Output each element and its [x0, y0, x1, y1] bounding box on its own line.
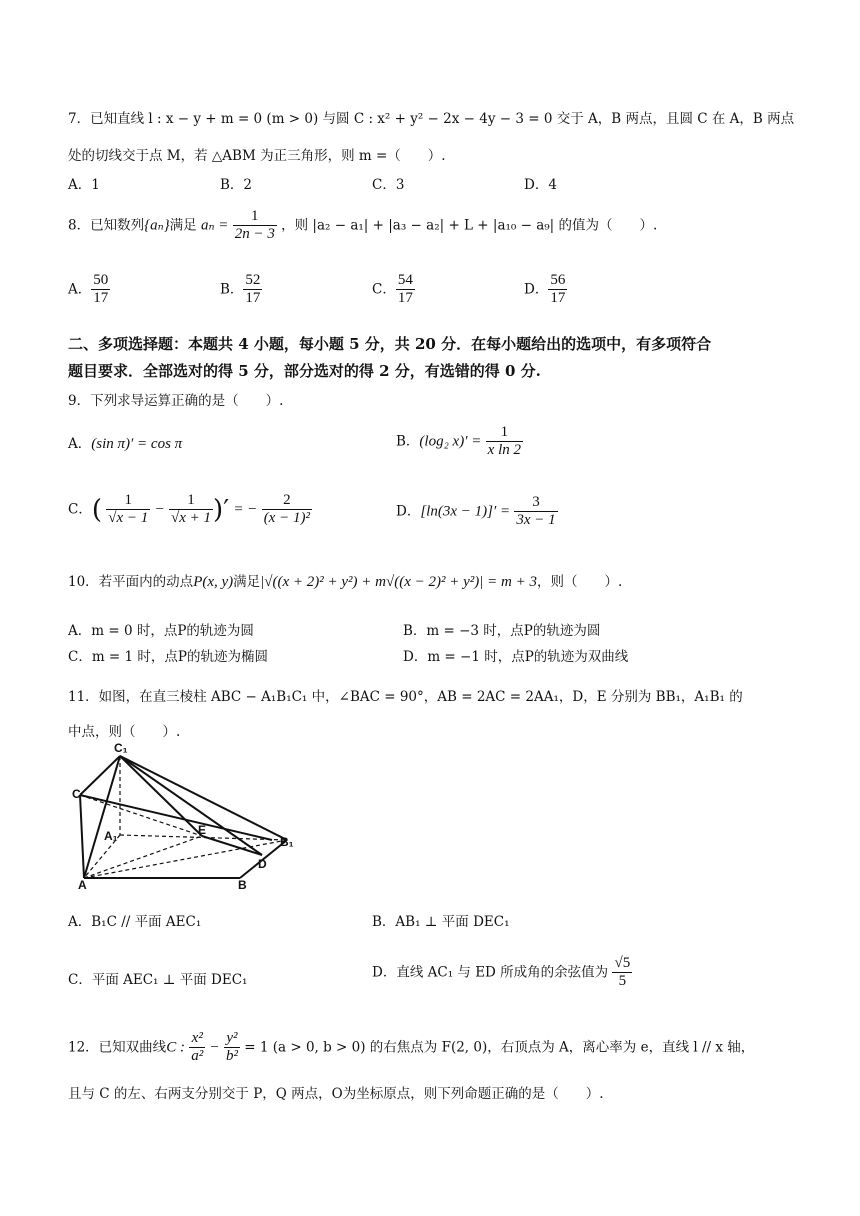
q11-option-b: B．AB₁ ⊥ 平面 DEC₁ — [372, 914, 510, 930]
q8-fraction: $\frac{1}{2n - 3}$ — [234, 208, 275, 243]
q10-stem: 10．若平面内的动点P(x, y)满足|√((x + 2)² + y²) + m√((x − 2)² + y²)| = m + 3，则（ ）. — [68, 574, 623, 590]
q9-option-c: C．( $\frac{1}{√x - 1}$ − $\frac{1}{√x + 1}$ )′ = − $\frac{2}{\text{(x − 1)²}}$ — [68, 492, 310, 527]
section2-heading-line1: 二、多项选择题：本题共 4 小题，每小题 5 分，共 20 分．在每小题给出的选项中，有多项符合 — [68, 335, 712, 353]
edge-ab1 — [84, 840, 287, 878]
prism-figure — [72, 740, 312, 890]
label-e: E — [198, 823, 207, 837]
label-a1: A₁ — [104, 829, 118, 843]
q7-option-c: C．3 — [372, 177, 405, 193]
label-b: B — [238, 878, 247, 890]
q9-stem: 9．下列求导运算正确的是（ ）. — [68, 393, 284, 409]
label-b1: B₁ — [280, 835, 294, 849]
q7-option-d: D．4 — [524, 177, 557, 193]
q11-line1: 11．如图，在直三棱柱 ABC − A₁B₁C₁ 中，∠BAC = 90°，AB = 2AC = 2AA₁，D，E 分别为 BB₁，A₁B₁ 的 — [68, 689, 743, 705]
q8-option-c: C． $\frac{54}{17}$ — [372, 272, 413, 307]
label-c1: C₁ — [114, 741, 128, 755]
q7-option-a: A．1 — [68, 177, 100, 193]
q12-line2: 且与 C 的左、右两支分别交于 P，Q 两点，O为坐标原点，则下列命题正确的是（ ）. — [68, 1086, 604, 1102]
q8-option-d: D． $\frac{56}{17}$ — [524, 272, 566, 307]
q10-option-a: A．m = 0 时，点P的轨迹为圆 — [68, 623, 254, 639]
q10-option-c: C．m = 1 时，点P的轨迹为椭圆 — [68, 649, 268, 665]
label-c: C — [72, 787, 81, 801]
q12-line1: 12．已知双曲线C : $\frac{\text{x²}}{\text{a²}}$ − $\frac{\text{y²}}{\text{b²}}$ = 1 (a > 0, b > 0) 的右焦点为 F(2, 0)，右顶点为 A，离心率为 e，直线 l // x 轴， — [68, 1030, 755, 1065]
q9-option-b: B．(log₂ x)′ = $\frac{1}{\text{x ln 2}}$ — [396, 424, 521, 459]
q8-option-b: B． $\frac{52}{17}$ — [220, 272, 261, 307]
q11-option-c: C．平面 AEC₁ ⊥ 平面 DEC₁ — [68, 972, 248, 988]
q9-option-d: D．[ln(3x − 1)]′ = $\frac{3}{3x - 1}$ — [396, 494, 556, 529]
edge-c1e — [120, 756, 202, 836]
q10-option-d: D．m = −1 时，点P的轨迹为双曲线 — [403, 649, 629, 665]
edge-ca — [80, 795, 84, 878]
q9-option-a: A．(sin π)′ = cos π — [68, 436, 183, 452]
q11-line2: 中点，则（ ）. — [68, 724, 181, 740]
label-d: D — [258, 857, 267, 871]
label-a: A — [78, 878, 87, 890]
q7-option-b: B．2 — [220, 177, 253, 193]
q8-option-a: A． $\frac{50}{17}$ — [68, 272, 109, 307]
q11-option-d: D．直线 AC₁ 与 ED 所成角的余弦值为 $\frac{√5}{5}$ — [372, 955, 631, 990]
q7-line2: 处的切线交于点 M，若 △ABM 为正三角形，则 m =（ ）. — [68, 148, 446, 164]
q10-option-b: B．m = −3 时，点P的轨迹为圆 — [403, 623, 601, 639]
q11-option-a: A．B₁C // 平面 AEC₁ — [68, 914, 202, 930]
section2-heading-line2: 题目要求．全部选对的得 5 分，部分选对的得 2 分，有选错的得 0 分. — [68, 362, 541, 380]
q8-stem: 8．已知数列{aₙ}满足 aₙ = $\frac{1}{2n - 3}$ ，则 |a₂ − a₁| + |a₃ − a₂| + L + |a₁₀ − a₉| 的值为（ ）. — [68, 208, 658, 243]
q7-line1: 7．已知直线 l : x − y + m = 0 (m > 0) 与圆 C : x² + y² − 2x − 4y − 3 = 0 交于 A，B 两点，且圆 C 在 A，B 两点 — [68, 111, 795, 127]
